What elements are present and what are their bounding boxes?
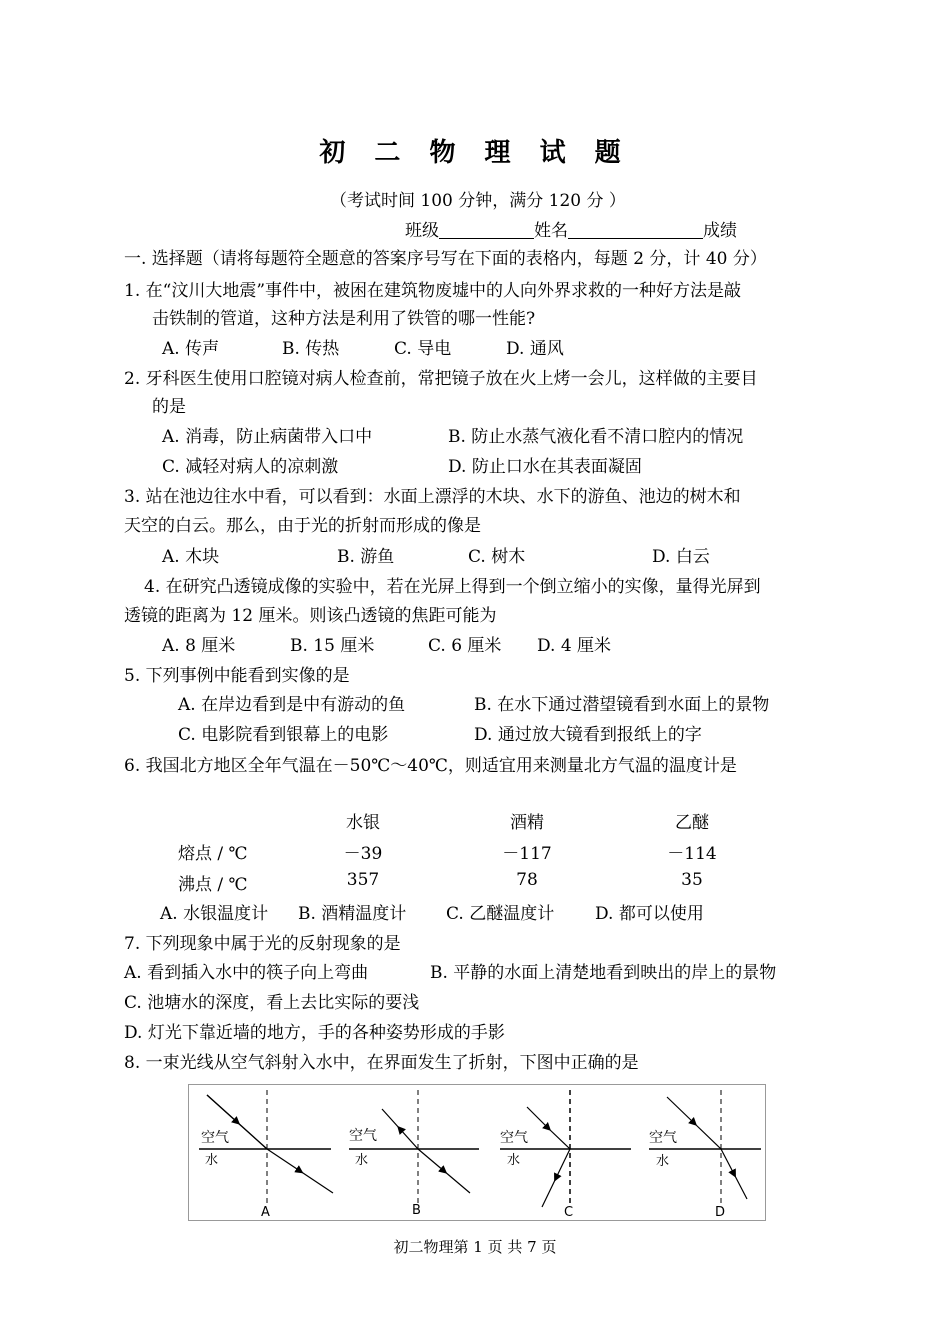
- question-3-option-c: C. 树木: [468, 547, 526, 567]
- water-label: 水: [656, 1154, 670, 1169]
- water-label: 水: [507, 1153, 521, 1168]
- table-cell: 357: [346, 870, 380, 890]
- question-1-line-1: 1. 在“汶川大地震”事件中，被困在建筑物废墟中的人向外界求救的一种好方法是敲: [124, 281, 742, 301]
- question-2-line-2: 的是: [152, 397, 186, 417]
- question-2-option-d: D. 防止口水在其表面凝固: [448, 457, 642, 477]
- question-2-option-a: A. 消毒，防止病菌带入口中: [162, 427, 373, 447]
- table-row-label-melting: 熔点 / ℃: [178, 844, 248, 864]
- question-4-option-d: D. 4 厘米: [537, 636, 612, 656]
- table-cell: 78: [516, 870, 538, 890]
- class-label: 班级: [405, 221, 439, 241]
- question-2-option-b: B. 防止水蒸气液化看不清口腔内的情况: [448, 427, 744, 447]
- diagram-panel-d: [649, 1090, 761, 1220]
- question-2-option-c: C. 减轻对病人的凉刺激: [162, 457, 339, 477]
- question-1-option-c: C. 导电: [394, 339, 452, 359]
- question-8-line-1: 8. 一束光线从空气斜射入水中，在界面发生了折射，下图中正确的是: [124, 1053, 639, 1073]
- question-4-option-a: A. 8 厘米: [162, 636, 236, 656]
- question-7-option-b: B. 平静的水面上清楚地看到映出的岸上的景物: [430, 963, 777, 983]
- refracted-ray: [542, 1149, 570, 1207]
- table-cell: －117: [502, 844, 552, 864]
- incident-ray: [527, 1107, 570, 1149]
- diagram-panel-b: [349, 1090, 479, 1218]
- panel-label-d: D: [715, 1205, 726, 1220]
- table-header-alcohol: 酒精: [510, 813, 544, 833]
- table-header-mercury: 水银: [346, 813, 380, 833]
- question-5-option-c: C. 电影院看到银幕上的电影: [178, 725, 389, 745]
- name-blank[interactable]: [568, 220, 703, 239]
- question-4-option-c: C. 6 厘米: [428, 636, 502, 656]
- question-3-option-b: B. 游鱼: [337, 547, 395, 567]
- water-label: 水: [205, 1153, 219, 1168]
- question-5-option-a: A. 在岸边看到是中有游动的鱼: [178, 695, 406, 715]
- table-header-ether: 乙醚: [675, 813, 709, 833]
- table-cell: 35: [681, 870, 703, 890]
- question-7-line-1: 7. 下列现象中属于光的反射现象的是: [124, 934, 401, 954]
- question-3-line-1: 3. 站在池边往水中看，可以看到：水面上漂浮的木块、水下的游鱼、池边的树木和: [124, 487, 741, 507]
- question-6-option-b: B. 酒精温度计: [298, 904, 407, 924]
- student-info-row: [405, 220, 737, 242]
- question-3-option-a: A. 木块: [162, 547, 220, 567]
- air-label: 空气: [649, 1130, 677, 1146]
- question-1-option-d: D. 通风: [506, 339, 564, 359]
- refraction-diagrams: [189, 1085, 765, 1220]
- air-label: 空气: [500, 1130, 528, 1146]
- question-4-option-b: B. 15 厘米: [290, 636, 375, 656]
- exam-info-subtitle: （考试时间 100 分钟，满分 120 分 ）: [330, 191, 626, 211]
- question-5-line-1: 5. 下列事例中能看到实像的是: [124, 666, 350, 686]
- panel-label-c: C: [564, 1205, 574, 1220]
- question-1-option-b: B. 传热: [282, 339, 340, 359]
- question-6-option-a: A. 水银温度计: [160, 904, 269, 924]
- air-label: 空气: [201, 1130, 229, 1146]
- class-blank[interactable]: [439, 220, 534, 239]
- question-4-line-2: 透镜的距离为 12 厘米。则该凸透镜的焦距可能为: [124, 606, 497, 626]
- question-1-line-2: 击铁制的管道，这种方法是利用了铁管的哪一性能?: [152, 309, 536, 329]
- panel-label-b: B: [412, 1203, 421, 1218]
- diagram-panel-a: [199, 1090, 333, 1220]
- refracted-ray: [267, 1149, 333, 1193]
- question-5-option-b: B. 在水下通过潜望镜看到水面上的景物: [474, 695, 770, 715]
- name-label: 姓名: [534, 221, 568, 241]
- page-title: 初 二 物 理 试 题: [319, 138, 631, 168]
- incident-ray: [382, 1109, 418, 1149]
- panel-label-a: A: [261, 1205, 270, 1220]
- section-heading: 一. 选择题（请将每题符全题意的答案序号写在下面的表格内，每题 2 分，计 40 分）: [124, 249, 767, 269]
- water-label: 水: [355, 1153, 369, 1168]
- question-6-line-1: 6. 我国北方地区全年气温在－50℃～40℃，则适宜用来测量北方气温的温度计是: [124, 756, 737, 776]
- question-1-option-a: A. 传声: [162, 339, 220, 359]
- question-7-option-d: D. 灯光下靠近墙的地方，手的各种姿势形成的手影: [124, 1023, 505, 1043]
- question-5-option-d: D. 通过放大镜看到报纸上的字: [474, 725, 702, 745]
- question-3-line-2: 天空的白云。那么，由于光的折射而形成的像是: [124, 516, 481, 536]
- question-7-option-a: A. 看到插入水中的筷子向上弯曲: [124, 963, 369, 983]
- refraction-figure: [188, 1084, 766, 1221]
- question-4-line-1: 4. 在研究凸透镜成像的实验中，若在光屏上得到一个倒立缩小的实像，量得光屏到: [144, 577, 761, 597]
- score-label: 成绩: [703, 221, 737, 241]
- page-footer: 初二物理第 1 页 共 7 页: [393, 1238, 557, 1256]
- refracted-ray: [721, 1149, 747, 1199]
- question-7-option-c: C. 池塘水的深度，看上去比实际的要浅: [124, 993, 420, 1013]
- table-cell: －39: [343, 844, 383, 864]
- question-6-option-d: D. 都可以使用: [595, 904, 704, 924]
- question-2-line-1: 2. 牙科医生使用口腔镜对病人检查前，常把镜子放在火上烤一会儿，这样做的主要目: [124, 369, 758, 389]
- air-label: 空气: [349, 1128, 377, 1144]
- table-row-label-boiling: 沸点 / ℃: [178, 875, 248, 895]
- table-cell: －114: [667, 844, 717, 864]
- refracted-ray: [418, 1149, 470, 1193]
- question-6-option-c: C. 乙醚温度计: [446, 904, 555, 924]
- diagram-panel-c: [500, 1090, 631, 1220]
- question-3-option-d: D. 白云: [652, 547, 710, 567]
